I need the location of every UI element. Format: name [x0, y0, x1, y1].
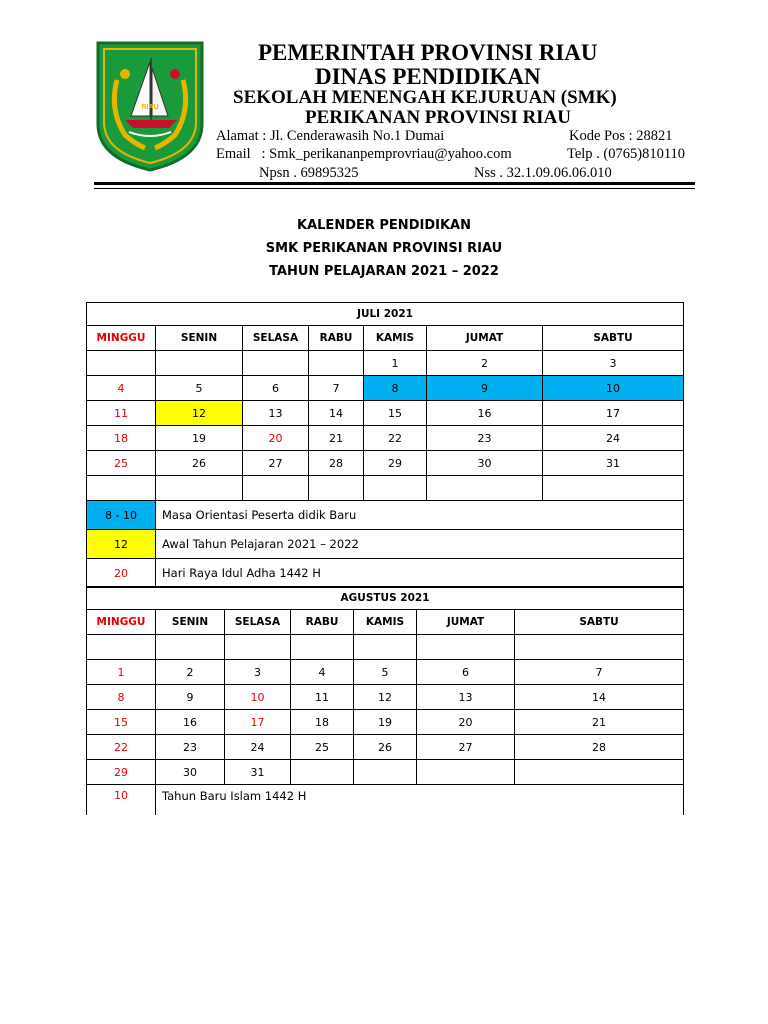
week-row: [87, 760, 684, 785]
date-cell: 1: [87, 660, 156, 685]
event-date: 12: [87, 530, 156, 559]
school-email: Email : Smk_perikananpemprovriau@yahoo.com: [216, 146, 512, 162]
letterhead-rule-thick: [94, 182, 695, 185]
date-cell: 23: [156, 735, 225, 760]
week-row: [87, 685, 684, 710]
date-cell: 27: [417, 735, 515, 760]
date-cell: 21: [309, 426, 364, 451]
day-header-minggu: MINGGU: [87, 610, 156, 635]
date-cell: 29: [87, 760, 156, 785]
week-row: [87, 476, 684, 501]
date-cell: 9: [156, 685, 225, 710]
date-cell: 28: [515, 735, 684, 760]
day-header-sabtu: SABTU: [543, 326, 684, 351]
date-cell-school-start: 12: [156, 401, 243, 426]
date-cell: 2: [427, 351, 543, 376]
date-cell: 26: [354, 735, 417, 760]
event-description: Hari Raya Idul Adha 1442 H: [156, 559, 684, 588]
date-cell: 29: [364, 451, 427, 476]
date-cell: 22: [87, 735, 156, 760]
event-description: Awal Tahun Pelajaran 2021 – 2022: [156, 530, 684, 559]
day-header-rabu: RABU: [309, 326, 364, 351]
date-cell: [309, 476, 364, 501]
date-cell: 28: [309, 451, 364, 476]
letterhead-government: PEMERINTAH PROVINSI RIAU: [258, 40, 598, 65]
weekday-header-row: [87, 326, 684, 351]
date-cell: 30: [156, 760, 225, 785]
date-cell-holiday: 17: [225, 710, 291, 735]
date-cell: 24: [543, 426, 684, 451]
date-cell: 3: [225, 660, 291, 685]
month-header-july: JULI 2021: [87, 303, 684, 326]
date-cell: 8: [87, 685, 156, 710]
date-cell: 31: [225, 760, 291, 785]
day-header-minggu: MINGGU: [87, 326, 156, 351]
letterhead-rule-thin: [94, 188, 695, 189]
date-cell: 6: [243, 376, 309, 401]
letterhead-department: DINAS PENDIDIKAN: [315, 64, 541, 89]
letterhead-school-name: PERIKANAN PROVINSI RIAU: [305, 107, 572, 128]
postal-code: Kode Pos : 28821: [569, 128, 673, 144]
week-row: [87, 451, 684, 476]
date-cell: 17: [543, 401, 684, 426]
date-cell: [243, 351, 309, 376]
date-cell: 13: [243, 401, 309, 426]
date-cell: 25: [291, 735, 354, 760]
day-header-jumat: JUMAT: [417, 610, 515, 635]
day-header-kamis: KAMIS: [364, 326, 427, 351]
date-cell: [515, 760, 684, 785]
date-cell: [354, 635, 417, 660]
date-cell-holiday: 20: [243, 426, 309, 451]
date-cell-orientation: 10: [543, 376, 684, 401]
month-header-august: AGUSTUS 2021: [87, 587, 684, 610]
date-cell: [417, 760, 515, 785]
date-cell: [156, 476, 243, 501]
date-cell: 22: [364, 426, 427, 451]
date-cell-holiday: 10: [225, 685, 291, 710]
date-cell: 11: [291, 685, 354, 710]
day-header-rabu: RABU: [291, 610, 354, 635]
date-cell: 14: [309, 401, 364, 426]
school-address: Alamat : Jl. Cenderawasih No.1 Dumai: [216, 128, 445, 144]
date-cell: 19: [156, 426, 243, 451]
event-description: Masa Orientasi Peserta didik Baru: [156, 501, 684, 530]
document-school: SMK PERIKANAN PROVINSI RIAU: [265, 241, 503, 256]
day-header-kamis: KAMIS: [354, 610, 417, 635]
date-cell: [354, 760, 417, 785]
date-cell: 26: [156, 451, 243, 476]
day-header-sabtu: SABTU: [515, 610, 684, 635]
week-row: [87, 710, 684, 735]
week-row: [87, 635, 684, 660]
date-cell: 24: [225, 735, 291, 760]
date-cell-orientation: 9: [427, 376, 543, 401]
date-cell: [417, 635, 515, 660]
date-cell: [543, 476, 684, 501]
date-cell: 4: [291, 660, 354, 685]
day-header-senin: SENIN: [156, 610, 225, 635]
date-cell: [364, 476, 427, 501]
date-cell: [87, 351, 156, 376]
date-cell: 5: [156, 376, 243, 401]
day-header-selasa: SELASA: [225, 610, 291, 635]
weekday-header-row: [87, 610, 684, 635]
date-cell: 6: [417, 660, 515, 685]
date-cell: 15: [87, 710, 156, 735]
date-cell: 15: [364, 401, 427, 426]
week-row: [87, 401, 684, 426]
date-cell: 2: [156, 660, 225, 685]
date-cell: 12: [354, 685, 417, 710]
date-cell: 7: [309, 376, 364, 401]
date-cell: 16: [427, 401, 543, 426]
date-cell: [515, 635, 684, 660]
week-row: [87, 660, 684, 685]
date-cell: 23: [427, 426, 543, 451]
date-cell: 1: [364, 351, 427, 376]
week-row: [87, 351, 684, 376]
date-cell: 27: [243, 451, 309, 476]
date-cell: [87, 635, 156, 660]
calendar-table-august: [86, 586, 684, 815]
event-row: [87, 785, 684, 816]
date-cell: [309, 351, 364, 376]
date-cell: [225, 635, 291, 660]
date-cell: 3: [543, 351, 684, 376]
date-cell: 13: [417, 685, 515, 710]
event-description: Tahun Baru Islam 1442 H: [156, 785, 684, 816]
calendar-table-july: [86, 302, 684, 588]
date-cell: 18: [291, 710, 354, 735]
letterhead-school-type: SEKOLAH MENENGAH KEJURUAN (SMK): [233, 87, 617, 108]
date-cell: [427, 476, 543, 501]
date-cell: 25: [87, 451, 156, 476]
date-cell: [291, 635, 354, 660]
day-header-jumat: JUMAT: [427, 326, 543, 351]
date-cell: 31: [543, 451, 684, 476]
event-row: [87, 559, 684, 588]
school-phone: Telp . (0765)810110: [567, 146, 686, 162]
date-cell: 20: [417, 710, 515, 735]
date-cell: 7: [515, 660, 684, 685]
day-header-selasa: SELASA: [243, 326, 309, 351]
event-date: 20: [87, 559, 156, 588]
week-row: [87, 426, 684, 451]
event-date: 10: [87, 785, 156, 816]
date-cell: 4: [87, 376, 156, 401]
week-row: [87, 735, 684, 760]
school-npsn: Npsn . 69895325: [259, 165, 359, 181]
date-cell: 19: [354, 710, 417, 735]
date-cell: 14: [515, 685, 684, 710]
date-cell: [243, 476, 309, 501]
date-cell: 21: [515, 710, 684, 735]
document-title: KALENDER PENDIDIKAN: [297, 218, 471, 233]
day-header-senin: SENIN: [156, 326, 243, 351]
event-row: [87, 530, 684, 559]
date-cell: 30: [427, 451, 543, 476]
week-row: [87, 376, 684, 401]
date-cell: [156, 635, 225, 660]
date-cell: [87, 476, 156, 501]
event-row: [87, 501, 684, 530]
date-cell: 11: [87, 401, 156, 426]
date-cell: 16: [156, 710, 225, 735]
event-date: 8 - 10: [87, 501, 156, 530]
date-cell: [291, 760, 354, 785]
logo-caption: RIAU: [141, 104, 159, 111]
date-cell: 5: [354, 660, 417, 685]
date-cell: 18: [87, 426, 156, 451]
date-cell: [156, 351, 243, 376]
date-cell-orientation: 8: [364, 376, 427, 401]
document-year: TAHUN PELAJARAN 2021 – 2022: [269, 264, 499, 279]
school-nss: Nss . 32.1.09.06.06.010: [474, 165, 612, 181]
